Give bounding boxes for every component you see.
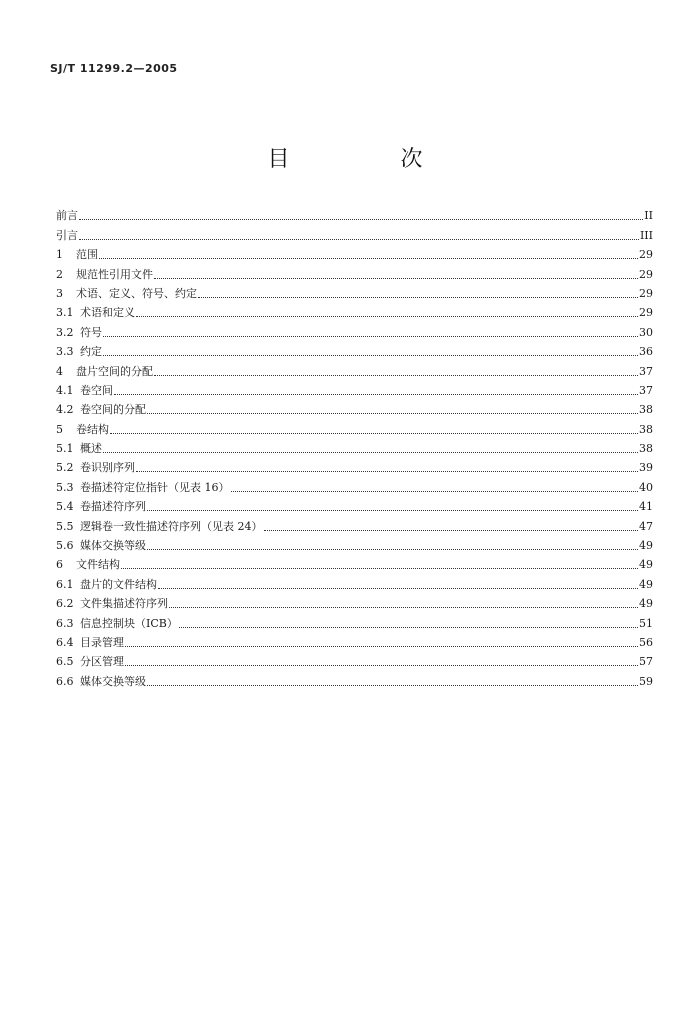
- toc-entry-page: 37: [639, 364, 653, 378]
- toc-entry-label: 分区管理: [80, 655, 124, 669]
- toc-entry: [56, 572, 653, 591]
- toc-entry-label: 符号: [80, 325, 102, 339]
- dot-leader: [169, 606, 638, 608]
- toc-entry-number: 3.3: [56, 345, 74, 359]
- toc-entry-label: 规范性引用文件: [76, 267, 153, 281]
- toc-entry-number: 5: [56, 422, 63, 436]
- toc-entry-page: III: [639, 228, 653, 242]
- toc-entry-number: 4: [56, 364, 63, 378]
- toc-entry: [56, 475, 653, 494]
- toc-entry-number: 6.1: [56, 577, 74, 591]
- toc-entry-number: 6.2: [56, 597, 74, 611]
- dot-leader: [79, 218, 643, 220]
- document-code: SJ/T 11299.2—2005: [50, 62, 178, 75]
- toc-entry-label: 盘片的文件结构: [80, 577, 157, 591]
- toc-entry: [56, 669, 653, 688]
- toc-entry: [56, 631, 653, 650]
- dot-leader: [147, 412, 638, 414]
- toc-entry: [56, 456, 653, 475]
- toc-entry: [56, 514, 653, 533]
- dot-leader: [103, 451, 638, 453]
- toc-entry-number: 6.4: [56, 635, 74, 649]
- toc-entry-number: 5.3: [56, 480, 74, 494]
- toc-entry: [56, 553, 653, 572]
- toc-entry: [56, 534, 653, 553]
- dot-leader: [103, 335, 638, 337]
- toc-entry-label: 概述: [80, 442, 102, 456]
- dot-leader: [136, 315, 638, 317]
- toc-entry-page: 51: [639, 616, 653, 630]
- toc-entry-page: 29: [639, 267, 653, 281]
- dot-leader: [121, 567, 638, 569]
- dot-leader: [79, 238, 639, 240]
- toc-entry-label: 引言: [56, 228, 78, 242]
- dot-leader: [147, 684, 638, 686]
- toc-entry-number: 6.5: [56, 655, 74, 669]
- toc-entry-number: 5.2: [56, 461, 74, 475]
- dot-leader: [136, 470, 638, 472]
- toc-entry: [56, 592, 653, 611]
- toc-entry-page: 30: [639, 325, 653, 339]
- toc-entry: [56, 398, 653, 417]
- toc-entry-label: 文件集描述符序列: [80, 597, 168, 611]
- toc-entry-number: 5.1: [56, 442, 74, 456]
- toc-entry-page: 56: [639, 635, 653, 649]
- toc-entry-page: 38: [639, 403, 653, 417]
- toc-entry-page: 49: [639, 577, 653, 591]
- toc-entry-label: 目录管理: [80, 635, 124, 649]
- toc-entry: [56, 223, 653, 242]
- toc-entry-number: 1: [56, 248, 63, 262]
- toc-entry: [56, 359, 653, 378]
- toc-entry-label: 卷空间的分配: [80, 403, 146, 417]
- toc-entry: [56, 282, 653, 301]
- toc-entry-number: 6.3: [56, 616, 74, 630]
- toc-entry-label: 术语、定义、符号、约定: [76, 286, 197, 300]
- table-of-contents: [56, 204, 653, 689]
- toc-entry: [56, 301, 653, 320]
- toc-entry: [56, 204, 653, 223]
- toc-entry-page: 38: [639, 422, 653, 436]
- toc-entry-number: 4.1: [56, 383, 74, 397]
- toc-entry-page: 49: [639, 597, 653, 611]
- toc-entry-number: 3.1: [56, 306, 74, 320]
- toc-entry-label: 信息控制块（ICB）: [80, 616, 178, 630]
- toc-entry: [56, 650, 653, 669]
- toc-entry: [56, 417, 653, 436]
- toc-entry: [56, 495, 653, 514]
- dot-leader: [99, 257, 638, 259]
- toc-entry-page: II: [644, 209, 653, 223]
- toc-entry-label: 卷描述符序列: [80, 500, 146, 514]
- dot-leader: [147, 548, 638, 550]
- toc-entry: [56, 262, 653, 281]
- dot-leader: [154, 374, 638, 376]
- toc-entry-number: 3: [56, 286, 63, 300]
- toc-entry-label: 卷识别序列: [80, 461, 135, 475]
- dot-leader: [103, 354, 638, 356]
- toc-entry: [56, 243, 653, 262]
- toc-entry-label: 媒体交换等级: [80, 674, 146, 688]
- toc-entry-page: 41: [639, 500, 653, 514]
- toc-entry-label: 卷描述符定位指针（见表 16）: [80, 480, 230, 494]
- toc-entry-page: 57: [639, 655, 653, 669]
- toc-entry-page: 47: [639, 519, 653, 533]
- toc-entry-page: 49: [639, 558, 653, 572]
- toc-entry-page: 36: [639, 345, 653, 359]
- toc-entry-page: 39: [639, 461, 653, 475]
- toc-entry: [56, 611, 653, 630]
- dot-leader: [198, 296, 638, 298]
- toc-entry: [56, 379, 653, 398]
- toc-entry-label: 术语和定义: [80, 306, 135, 320]
- dot-leader: [125, 645, 638, 647]
- toc-entry-label: 逻辑卷一致性描述符序列（见表 24）: [80, 519, 263, 533]
- toc-entry-page: 29: [639, 286, 653, 300]
- toc-entry-number: 6.6: [56, 674, 74, 688]
- toc-entry-page: 49: [639, 539, 653, 553]
- toc-entry-number: 4.2: [56, 403, 74, 417]
- toc-entry-page: 29: [639, 248, 653, 262]
- toc-entry: [56, 340, 653, 359]
- dot-leader: [147, 509, 638, 511]
- toc-entry-number: 6: [56, 558, 63, 572]
- toc-entry: [56, 320, 653, 339]
- dot-leader: [154, 277, 638, 279]
- toc-entry-label: 媒体交换等级: [80, 539, 146, 553]
- toc-entry-number: 5.4: [56, 500, 74, 514]
- dot-leader: [231, 490, 639, 492]
- toc-entry-number: 3.2: [56, 325, 74, 339]
- toc-entry-label: 卷结构: [76, 422, 109, 436]
- toc-entry: [56, 437, 653, 456]
- toc-entry-page: 37: [639, 383, 653, 397]
- page-title: 目 次: [267, 147, 475, 172]
- toc-entry-label: 范围: [76, 248, 98, 262]
- toc-entry-label: 盘片空间的分配: [76, 364, 153, 378]
- dot-leader: [114, 393, 638, 395]
- toc-entry-number: 5.6: [56, 539, 74, 553]
- toc-entry-page: 40: [639, 480, 653, 494]
- toc-entry-page: 38: [639, 442, 653, 456]
- toc-entry-page: 29: [639, 306, 653, 320]
- toc-entry-label: 文件结构: [76, 558, 120, 572]
- dot-leader: [264, 529, 639, 531]
- toc-entry-label: 前言: [56, 209, 78, 223]
- dot-leader: [125, 664, 638, 666]
- toc-entry-number: 2: [56, 267, 63, 281]
- toc-entry-label: 卷空间: [80, 383, 113, 397]
- dot-leader: [179, 626, 638, 628]
- dot-leader: [110, 432, 638, 434]
- toc-entry-number: 5.5: [56, 519, 74, 533]
- toc-entry-label: 约定: [80, 345, 102, 359]
- toc-entry-page: 59: [639, 674, 653, 688]
- dot-leader: [158, 587, 638, 589]
